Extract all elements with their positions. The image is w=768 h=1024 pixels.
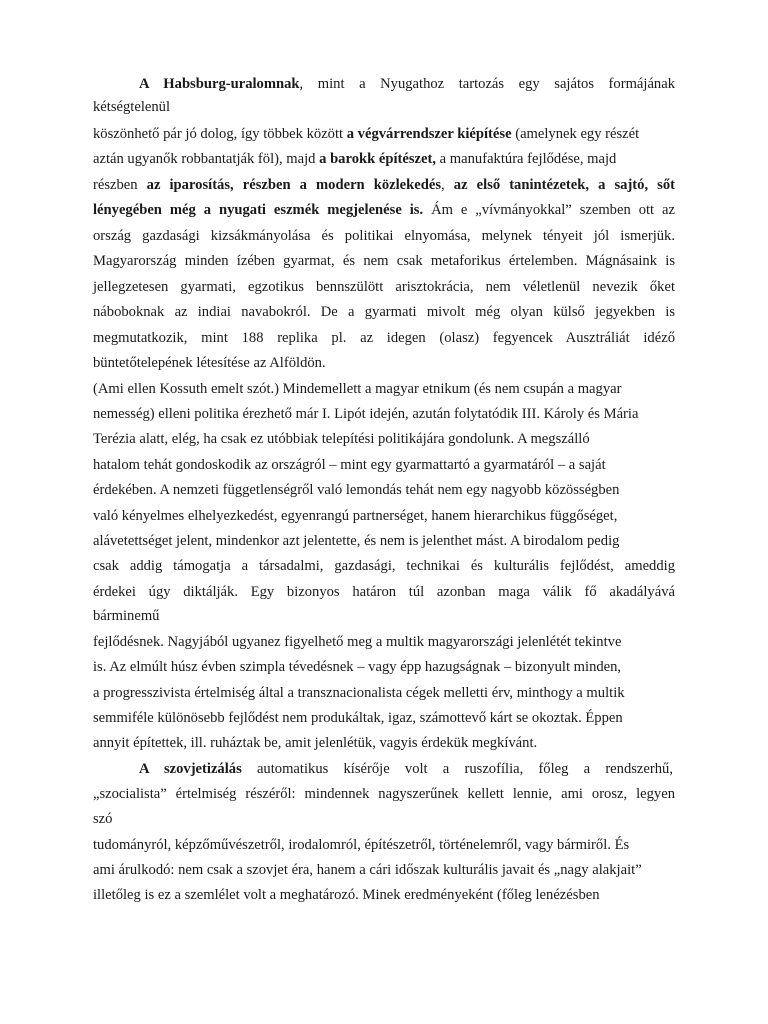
text-line [139, 76, 675, 94]
text-run: aztán ugyanők robbantatják föl), majd [93, 151, 320, 167]
text-run: automatikus kísérője volt a ruszofília, főleg a rendszerhű, [241, 761, 673, 777]
text-run: , [441, 177, 454, 193]
text-line [93, 558, 675, 576]
text-run: illetőleg is ez a szemlélet volt a meghatározó. Minek eredményeként (főleg lenézésben [93, 887, 600, 903]
text-line [93, 151, 675, 169]
text-run: részben [93, 177, 147, 193]
text-run: fejlődésnek. Nagyjából ugyanez figyelhető meg a multik magyarországi jelenlétét tekintve [93, 634, 622, 650]
text-run: alávetettséget jelent, mindenkor azt jelentette, és nem is jelenthet mást. A birodalom pedig [93, 533, 620, 549]
text-line [93, 381, 675, 399]
text-line [93, 431, 675, 449]
text-line [93, 584, 675, 602]
text-run: való kényelmes elhelyezkedést, egyenrangú partnerséget, hanem hierarchikus függőséget, [93, 508, 618, 524]
text-line [93, 177, 675, 195]
text-run: tudományról, képzőművészetről, irodalomról, építészetről, történelemről, vagy bármiről. És [93, 837, 630, 853]
text-run: Ám e „vívmányokkal” szemben ott az [423, 202, 675, 218]
text-line [93, 685, 675, 703]
text-run: semmiféle különösebb fejlődést nem produkáltak, igaz, számottevő kárt se okoztak. Éppen [93, 710, 623, 726]
text-line [93, 279, 675, 297]
text-line [93, 126, 675, 144]
bold-phrase: A szovjetizálás [139, 761, 242, 777]
text-run: , mint a Nyugathoz tartozás egy sajátos formájának [299, 76, 676, 92]
bold-phrase: lényegében még a nyugati eszmék megjelenése is. [93, 202, 424, 218]
text-run: ország gazdasági kizsákmányolása és politikai elnyomása, melynek tényeit jól ismerjük. [93, 228, 675, 244]
text-run: is. Az elmúlt húsz évben szimpla tévedésnek – vagy épp hazugságnak – bizonyult minden, [93, 659, 622, 675]
bold-phrase: a barokk építészet, [319, 151, 437, 167]
text-line [139, 761, 673, 779]
text-run: érdekei úgy diktálják. Egy bizonyos határon túl azonban maga válik fő akadályává [93, 584, 675, 600]
text-line [93, 508, 675, 526]
text-run: érdekében. A nemzeti függetlenségről való lemondás tehát nem egy nagyobb közösségben [93, 482, 620, 498]
text-line [93, 202, 675, 220]
text-line [93, 887, 675, 905]
text-run: büntetőtelepének létesítése az Alföldön. [93, 355, 326, 371]
text-run: Terézia alatt, elég, ha csak ez utóbbiak telepítési politikájára gondolunk. A megszálló [93, 431, 590, 447]
text-line [93, 811, 675, 829]
text-line [93, 710, 675, 728]
text-run: „szocialista” értelmiség részéről: mindennek nagyszerűnek kellett lennie, ami orosz, legyen [93, 786, 675, 802]
text-run: hatalom tehát gondoskodik az országról – mint egy gyarmattartó a gyarmatáról – a saját [93, 457, 606, 473]
text-line [93, 482, 675, 500]
text-line [93, 99, 675, 117]
text-line [93, 457, 675, 475]
text-line [93, 228, 675, 246]
text-run: ami árulkodó: nem csak a szovjet éra, hanem a cári időszak kulturális javait és „nagy alakjait” [93, 862, 642, 878]
text-line [93, 786, 675, 804]
text-run: nemesség) elleni politika érezhető már I. Lipót idején, azután folytatódik III. Károly és Mária [93, 406, 639, 422]
text-run: kétségtelenül [93, 99, 170, 115]
text-run: jellegzetesen gyarmati, egzotikus bennszülött arisztokrácia, nem véletlenül nevezik őket [93, 279, 675, 295]
text-line [93, 608, 675, 626]
text-line [93, 533, 675, 551]
text-run: a progresszivista értelmiség által a transznacionalista cégek melletti érv, minthogy a multik [93, 685, 625, 701]
bold-phrase: a végvárrendszer kiépítése [346, 126, 512, 142]
text-run: szó [93, 811, 113, 827]
text-run: annyit építettek, ill. ruháztak be, amit jelenlétük, vagyis érdekük megkívánt. [93, 735, 538, 751]
text-run: bárminemű [93, 608, 160, 624]
text-line [93, 355, 675, 373]
text-run: náboboknak az indiai navabokról. De a gyarmati mivolt még olyan külső jegyekben is [93, 304, 675, 320]
bold-phrase: az első tanintézetek, a sajtó, sőt [453, 177, 676, 193]
text-run: megmutatkozik, mint 188 replika pl. az idegen (olasz) fegyencek Ausztráliát idéző [93, 330, 675, 346]
text-line [93, 634, 675, 652]
text-line [93, 330, 675, 348]
text-line [93, 735, 675, 753]
text-line [93, 253, 675, 271]
text-line [93, 406, 675, 424]
text-run: köszönhető pár jó dolog, így többek között [93, 126, 347, 142]
text-line [93, 837, 675, 855]
bold-phrase: A Habsburg-uralomnak [139, 76, 300, 92]
text-run: csak addig támogatja a társadalmi, gazdasági, technikai és kulturális fejlődést, ameddig [93, 558, 675, 574]
bold-phrase: az iparosítás, részben a modern közlekedés [146, 177, 442, 193]
text-run: a manufaktúra fejlődése, majd [436, 151, 617, 167]
text-line [93, 659, 675, 677]
text-line [93, 862, 675, 880]
text-run: (Ami ellen Kossuth emelt szót.) Mindemellett a magyar etnikum (és nem csupán a magyar [93, 381, 622, 397]
text-run: (amelynek egy részét [511, 126, 640, 142]
text-line [93, 304, 675, 322]
text-run: Magyarország minden ízében gyarmat, és nem csak metaforikus értelemben. Mágnásaink is [93, 253, 675, 269]
